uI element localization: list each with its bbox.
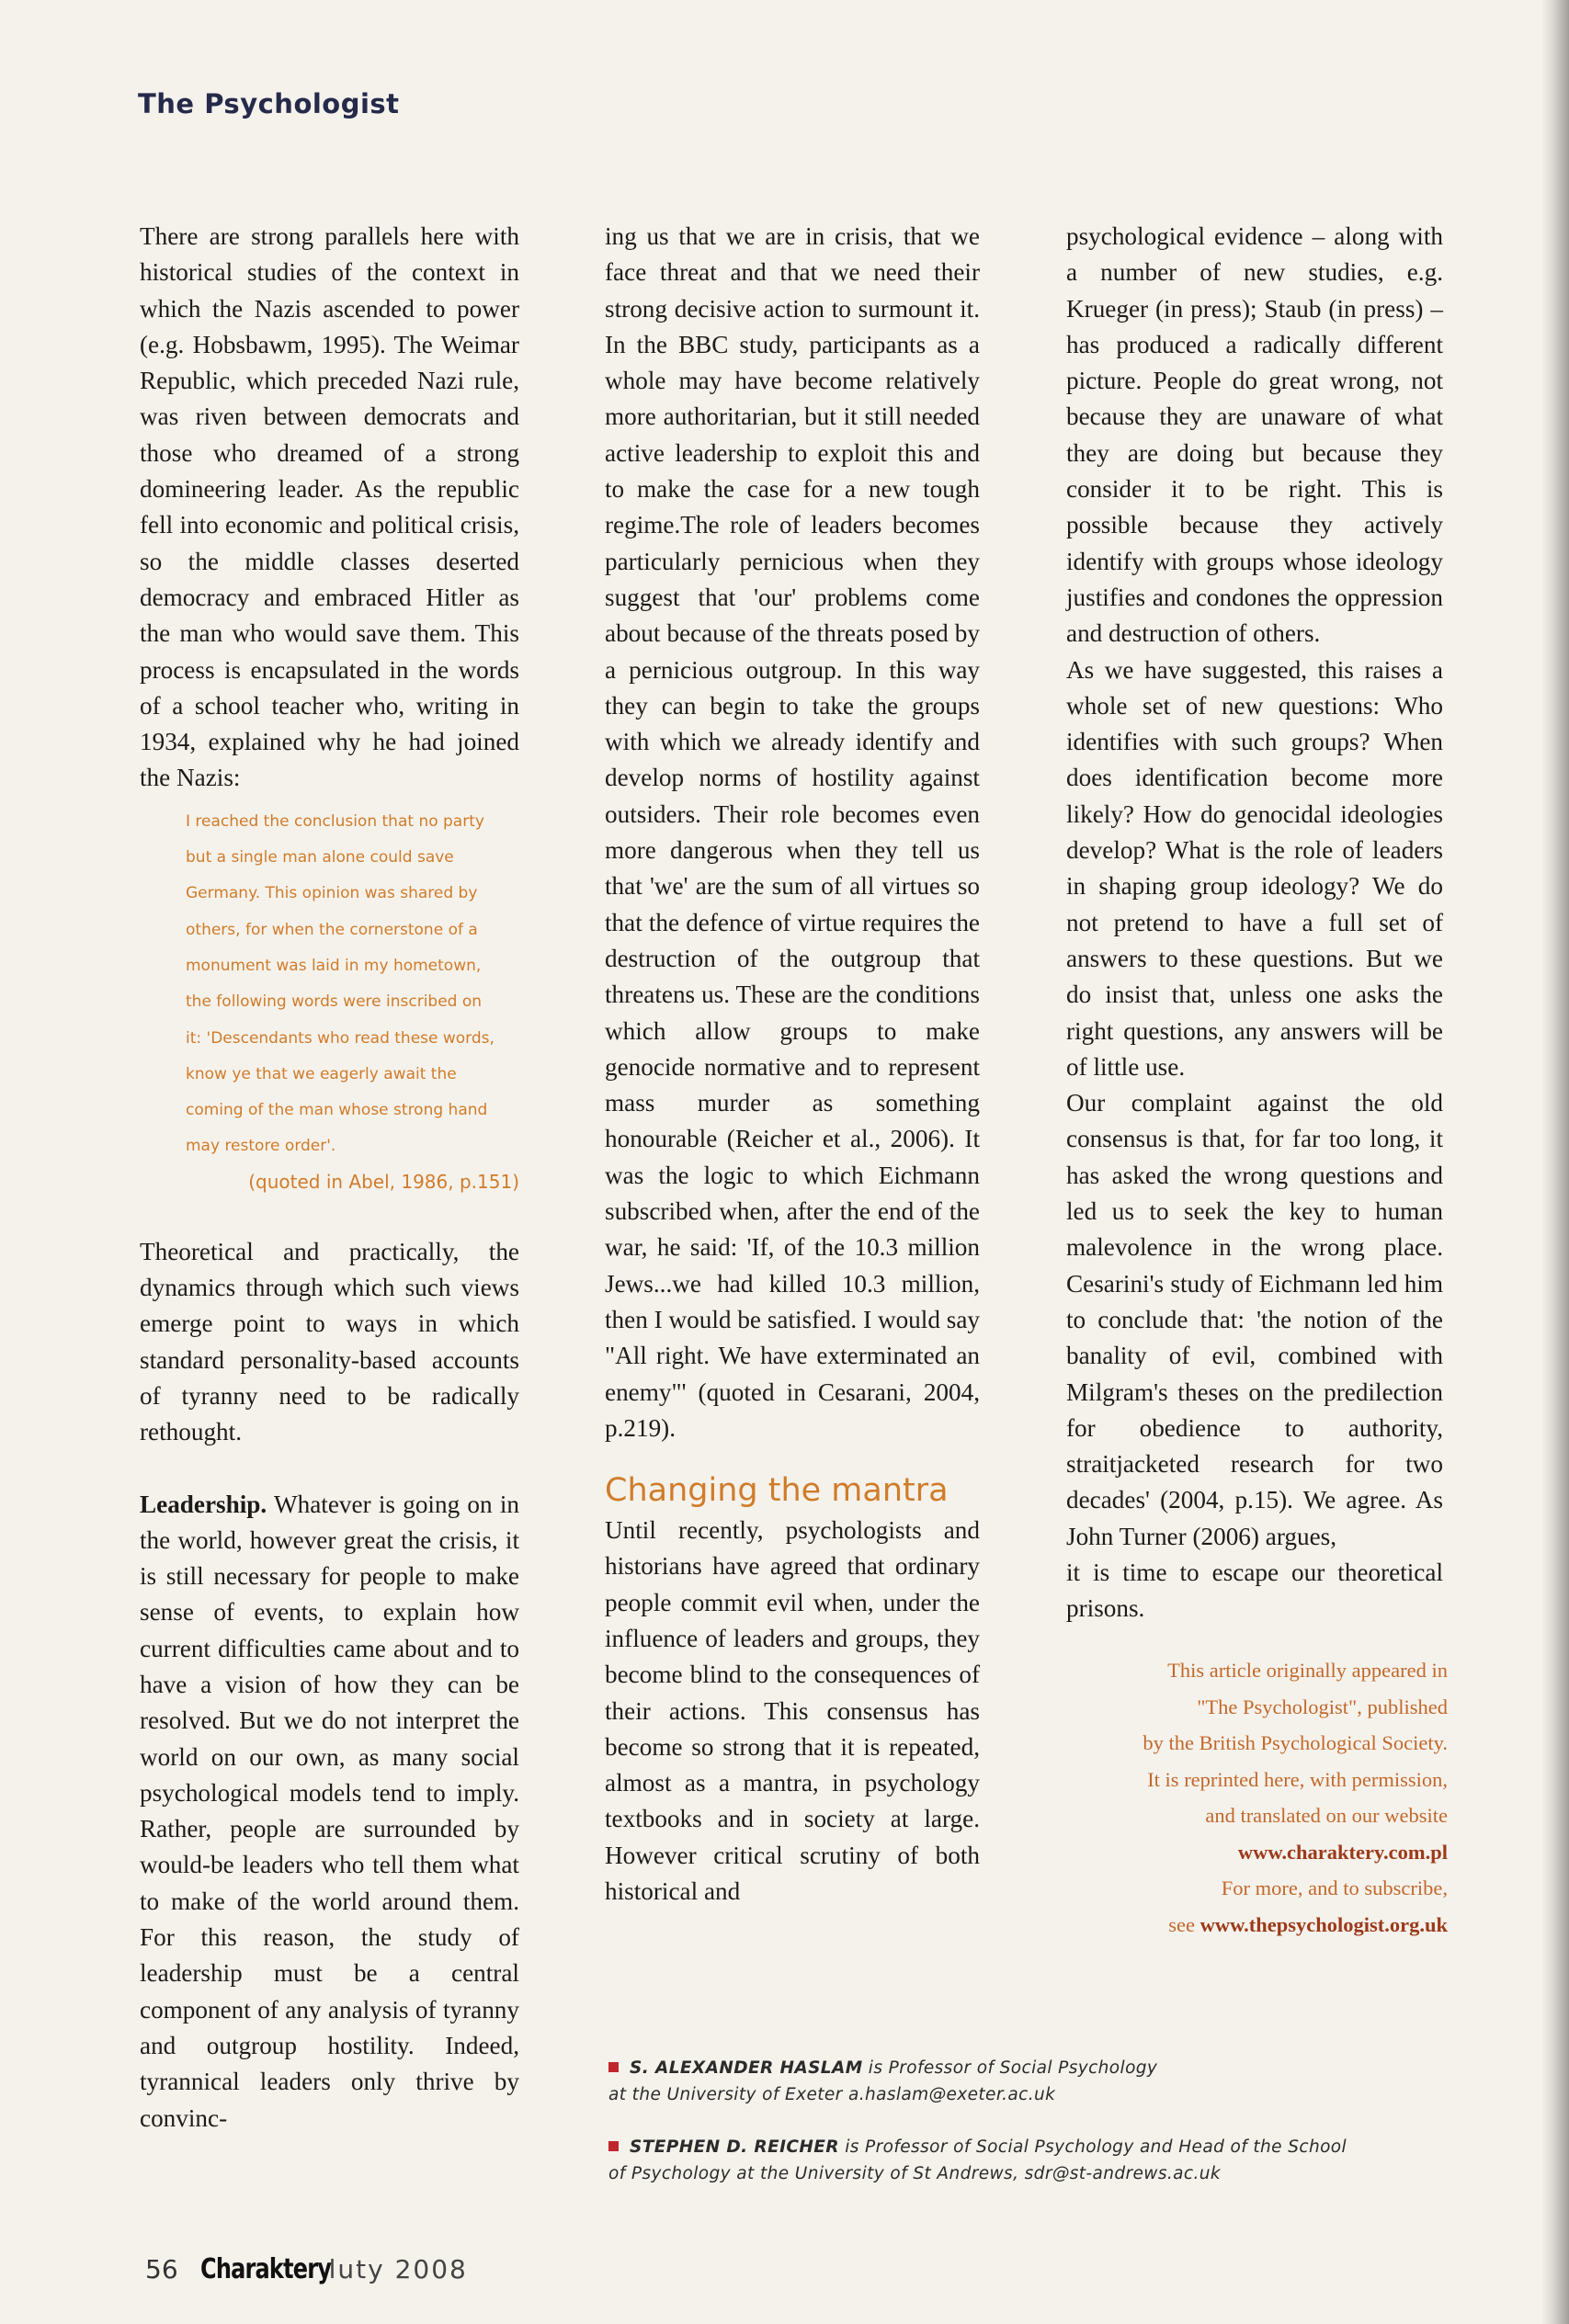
quote-citation: (quoted in Abel, 1986, p.151): [248, 1170, 519, 1193]
magazine-logo: Charaktery: [199, 2253, 331, 2285]
reprint-credit: [1066, 1652, 1448, 1943]
credit-line: by the British Psychological Society.: [1143, 1731, 1448, 1754]
author-bio: is Professor of Social Psychology: [862, 2058, 1158, 2078]
paragraph: ing us that we are in crisis, that we face threat and that we need their strong decisive action to surmount it. In the BBC study, participants as a whole may have become relatively more authoritarian, but it still needed active leadership to exploit this and to make the case for a new tough regime.The role of leaders becomes particularly pernicious when they suggest that 'our' problems come about because of the threats posed by a pernicious outgroup. In this way they can begin to take the groups with which we already identify and develop norms of hostility against outsiders. Their role becomes even more dangerous when they tell us that 'we' are the sum of all virtues so that the defence of virtue requires the destruction of the outgroup that threatens us. These are the conditions which allow groups to make genocide normative and to represent mass murder as something honourable (Reicher et al., 2006). It was the logic to which Eichmann subscribed when, after the end of the war, he said: 'If, of the 10.3 million Jews...we had killed 10.3 million, then I would be satisfied. I would say "All right. We have exterminated an enemy"' (quoted in Cesarani, 2004, p.219).: [605, 222, 980, 1442]
section-heading: Changing the mantra: [605, 1472, 949, 1510]
author-note: [608, 2135, 1463, 2187]
author-name: S. ALEXANDER HASLAM: [630, 2058, 863, 2078]
credit-line: It is reprinted here, with permission,: [1147, 1767, 1448, 1791]
paragraph: There are strong parallels here with historical studies of the context in which the Nazis ascended to power (e.g. Hobsbawm, 1995). The Weimar Republic, which preceded Nazi rule, was riven between democrats and those who dreamed of a strong domineering leader. As the republic fell into economic and political crisis, so the middle classes deserted democracy and embraced Hitler as the man who would save them. This process is encapsulated in the words of a school teacher who, writing in 1934, explained why he had joined the Nazis:: [140, 222, 519, 792]
block-quote: I reached the conclusion that no party but a single man alone could save Germany. This opinion was shared by others, for when the cornerstone of a monument was laid in my hometown, the following words were inscribed on it: 'Descendants who read these words, know ye that we eagerly await the coming of the man whose strong hand may restore order'.: [186, 811, 495, 1156]
paragraph: it is time to escape our theoretical prisons.: [1066, 1558, 1443, 1623]
page-edge-shadow: [1541, 0, 1569, 2324]
magazine-header: The Psychologist: [138, 88, 400, 119]
paragraph: Our complaint against the old consensus is that, for far too long, it has asked the wrong questions and led us to seek the key to human malevolence in the wrong place. Cesarini's study of Eichmann led him to conclude that: 'the notion of the banality of evil, combined with Milgram's theses on the predilection for obedience to authority, straitjacketed research for two decades' (2004, p.15). We agree. As John Turner (2006) argues,: [1066, 1089, 1443, 1550]
paragraph: As we have suggested, this raises a whole set of new questions: Who identifies with such groups? When does identification become more likely? How do genocidal ideologies develop? What is the role of leaders in shaping group ideology? We do not pretend to have a full set of answers to these questions. But we do insist that, unless one asks the right questions, any answers will be of little use.: [1066, 655, 1443, 1081]
text-column-1: [140, 219, 519, 2137]
author-bio: is Professor of Social Psychology and Head of the School: [838, 2137, 1347, 2157]
bullet-square-icon: [608, 2141, 619, 2151]
author-bio-line: at the University of Exeter a.haslam@exeter.ac.uk: [608, 2084, 1056, 2104]
website-link[interactable]: www.thepsychologist.org.uk: [1199, 1912, 1448, 1936]
paragraph: Theoretical and practically, the dynamics through which such views emerge point to ways in which standard personality-based accounts of tyranny need to be radically rethought.: [140, 1237, 519, 1446]
issue-date: luty 2008: [328, 2254, 468, 2284]
text-column-2: [605, 219, 980, 1910]
section-lead: Leadership.: [140, 1490, 267, 1518]
paragraph: psychological evidence – along with a number of new studies, e.g. Krueger (in press); Staub (in press) – has produced a radically different picture. People do great wrong, not because they are unaware of what they are doing but because they consider it to be right. This is possible because they actively identify with groups whose ideology justifies and condones the oppression and destruction of others.: [1066, 222, 1443, 648]
author-name: STEPHEN D. REICHER: [630, 2137, 839, 2157]
website-link[interactable]: www.charaktery.com.pl: [1237, 1840, 1448, 1864]
credit-line: For more, and to subscribe,: [1221, 1876, 1448, 1899]
page-footer: [145, 2253, 468, 2285]
paragraph: [140, 1487, 519, 2137]
credit-prefix: see: [1168, 1912, 1200, 1936]
page-number: 56: [145, 2254, 178, 2284]
bullet-square-icon: [608, 2062, 619, 2072]
paragraph: Until recently, psychologists and historians have agreed that ordinary people commit evil when, under the influence of leaders and groups, they become blind to the consequences of their actions. This consensus has become so strong that it is repeated, almost as a mantra, in psychology textbooks and in society at large. However critical scrutiny of both historical and: [605, 1516, 980, 1906]
credit-line: "The Psychologist", published: [1197, 1695, 1448, 1718]
paragraph-text: Whatever is going on in the world, however great the crisis, it is still necessary for people to make sense of events, to explain how current difficulties came about and to have a vision of how they can be resolved. But we do not interpret the world on our own, as many social psychological models tend to imply. Rather, people are surrounded by would-be leaders who tell them what to make of the world around them. For this reason, the study of leadership must be a central component of any analysis of tyranny and outgroup hostility. Indeed, tyrannical leaders only thrive by convinc-: [140, 1490, 519, 2132]
credit-line: [1066, 1907, 1448, 1944]
credit-line: This article originally appeared in: [1167, 1659, 1448, 1682]
credit-line: and translated on our website: [1205, 1804, 1448, 1827]
author-note: [608, 2056, 1463, 2108]
author-bio-line: of Psychology at the University of St Andrews, sdr@st-andrews.ac.uk: [608, 2163, 1221, 2183]
text-column-3: [1066, 219, 1443, 1627]
